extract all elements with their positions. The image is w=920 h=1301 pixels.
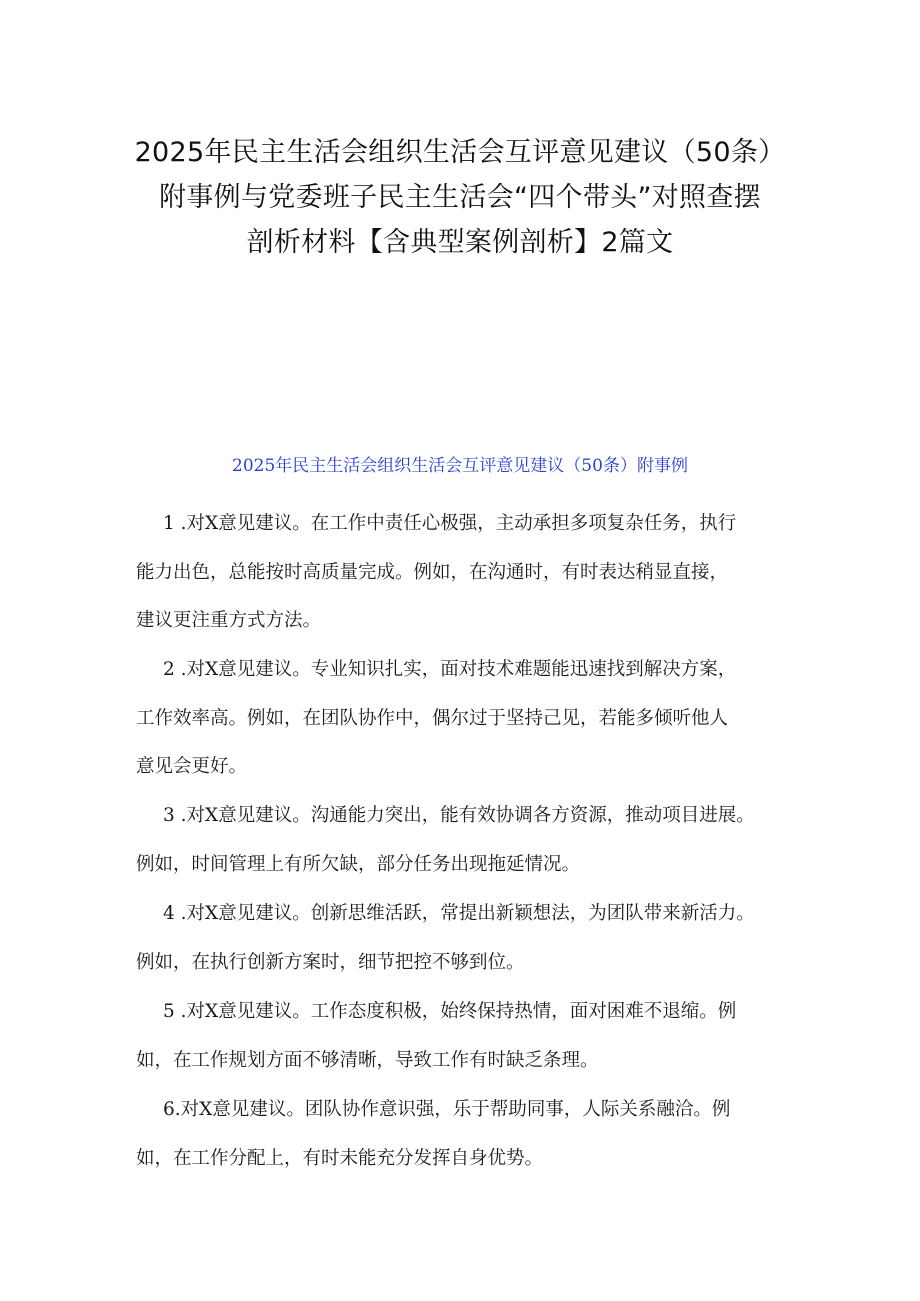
item-1-line-2: 能力出色，总能按时高质量完成。例如，在沟通时，有时表达稍显直接， (136, 561, 729, 583)
suggestion-item-3 (136, 792, 755, 889)
item-1-line-3: 建议更注重方式方法。 (136, 610, 322, 631)
suggestion-item-5 (136, 988, 736, 1085)
item-6-line-2: 如，在工作分配上，有时未能充分发挥自身优势。 (136, 1147, 544, 1169)
item-2-line-1: 2 .对X意见建议。专业知识扎实，面对技术难题能迅速找到解决方案， (163, 659, 737, 680)
item-1-line-1: 1 .对X意见建议。在工作中责任心极强，主动承担多项复杂任务，执行 (163, 513, 737, 534)
suggestion-item-2 (136, 646, 736, 792)
section-heading: 2025年民主生活会组织生活会互评意见建议（50条）附事例 (232, 456, 688, 476)
item-5-line-2: 如，在工作规划方面不够清晰，导致工作有时缺乏条理。 (136, 1049, 599, 1071)
item-4-line-1: 4 .对X意见建议。创新思维活跃，常提出新颖想法，为团队带来新活力。 (163, 903, 755, 924)
item-4-line-2: 例如，在执行创新方案时，细节把控不够到位。 (136, 951, 525, 973)
title-line-1: 2025年民主生活会组织生活会互评意见建议（50条） (134, 137, 786, 169)
item-3-line-1: 3 .对X意见建议。沟通能力突出，能有效协调各方资源，推动项目进展。 (163, 805, 755, 826)
suggestion-item-4 (136, 890, 755, 987)
suggestion-item-1 (136, 500, 736, 646)
item-5-line-1: 5 .对X意见建议。工作态度积极，始终保持热情，面对困难不退缩。例 (163, 1001, 737, 1022)
item-2-line-2: 工作效率高。例如，在团队协作中，偶尔过于坚持己见，若能多倾听他人 (136, 707, 729, 729)
title-line-3: 剖析材料【含典型案例剖析】2篇文 (246, 227, 674, 259)
item-6-line-1: 6.对X意见建议。团队协作意识强，乐于帮助同事，人际关系融洽。例 (163, 1099, 731, 1120)
item-3-line-2: 例如，时间管理上有所欠缺，部分任务出现拖延情况。 (136, 853, 581, 875)
item-2-line-3: 意见会更好。 (136, 756, 248, 777)
title-line-2: 附事例与党委班子民主生活会“四个带头”对照查摆 (159, 182, 761, 214)
suggestion-item-6 (136, 1086, 730, 1183)
document-title (120, 130, 800, 265)
